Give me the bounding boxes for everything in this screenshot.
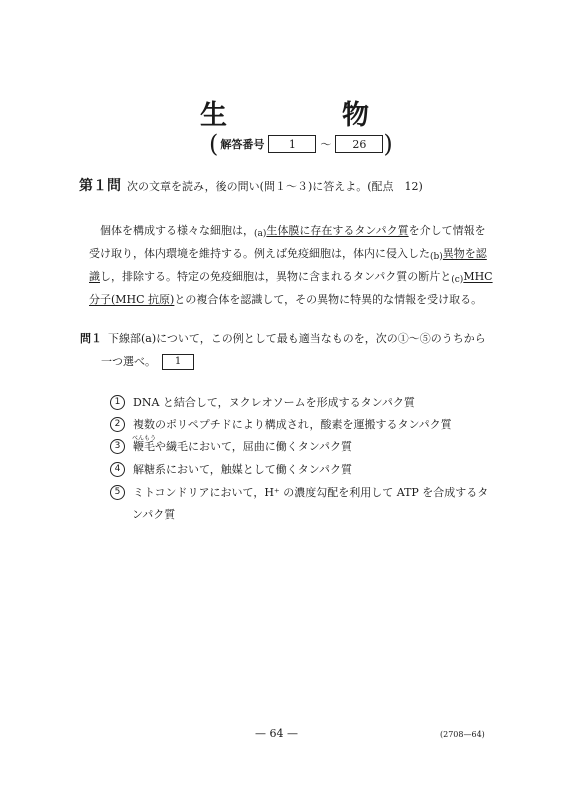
underline-marker-b: (b) [430,252,443,262]
answer-number-range [209,132,393,156]
sub-question-number: 問１ [80,332,102,345]
answer-box[interactable]: 1 [162,354,194,370]
page-title [200,93,370,132]
title-char-1: 生 [200,100,228,131]
passage-line [100,222,486,239]
option-number-icon: 2 [110,417,125,432]
passage-line [89,291,482,307]
question-number: 第１問 [79,178,121,194]
passage-text: との複合体を認識して，その異物に特異的な情報を受け取る。 [174,293,483,306]
underline-marker-a: (a) [254,229,267,239]
title-char-2: 物 [342,100,370,131]
passage-line [89,245,487,262]
option-2[interactable] [110,416,452,432]
option-3[interactable] [110,438,352,454]
answer-range-label: 解答番号 [220,138,265,151]
option-number-icon: 5 [110,485,125,500]
option-number-icon: 1 [110,395,125,410]
page-number: — 64 — [255,727,298,740]
option-5[interactable] [110,484,488,500]
passage-text: 受け取り，体内環境を維持する。例えば免疫細胞は，体内に侵入した [89,247,430,260]
passage-text: し，排除する。特定の免疫細胞は，異物に含まれるタンパク質の断片と [100,270,452,283]
option-text: 複数のポリペプチドにより構成され，酸素を運搬するタンパク質 [133,418,452,431]
option-number-icon: 4 [110,462,125,477]
option-text: ミトコンドリアにおいて，H⁺ の濃度勾配を利用して ATP を合成するタ [133,486,489,499]
exam-code: (2708—64) [440,730,485,739]
ruby-reading: べんもう [132,435,157,442]
answer-range-start-box: 1 [268,135,316,153]
right-paren-icon: ) [383,130,393,158]
option-1[interactable] [110,394,415,410]
sub-question-text: 一つ選べ。 [101,355,156,368]
left-paren-icon: ( [209,130,219,158]
sub-question-text: 下線部(a)について，この例として最も適当なものを，次の①〜⑤のうちから [108,332,486,345]
passage-text: を介して情報を [408,224,486,237]
option-text: 解糖系において，触媒として働くタンパク質 [133,463,353,476]
option-4[interactable] [110,461,352,477]
underlined-phrase-a: 生体膜に存在するタンパク質 [266,224,409,237]
option-number-icon: 3 [110,439,125,454]
passage-text: 個体を構成する様々な細胞は， [100,224,254,237]
sub-question-line [80,330,486,346]
question-header [79,175,423,195]
underlined-phrase-b-cont: 識 [89,270,100,283]
question-instruction: 次の文章を読み，後の問い(問１〜３)に答えよ。(配点 12) [127,180,423,193]
underlined-phrase-c: MHC [463,270,493,283]
answer-range-end-box: 26 [335,135,383,153]
underline-marker-c: (c) [451,275,464,285]
underlined-phrase-c-cont: 分子(MHC 抗原) [89,293,175,306]
sub-question-line [101,353,194,370]
option-text: DNA と結合して，ヌクレオソームを形成するタンパク質 [133,396,415,409]
passage-line [89,268,493,285]
option-text-continuation: ンパク質 [132,508,176,521]
underlined-phrase-b: 異物を認 [442,247,487,260]
option-text: 鞭毛や繊毛において，屈曲に働くタンパク質 [133,440,353,453]
answer-range-tilde: 〜 [320,138,332,151]
